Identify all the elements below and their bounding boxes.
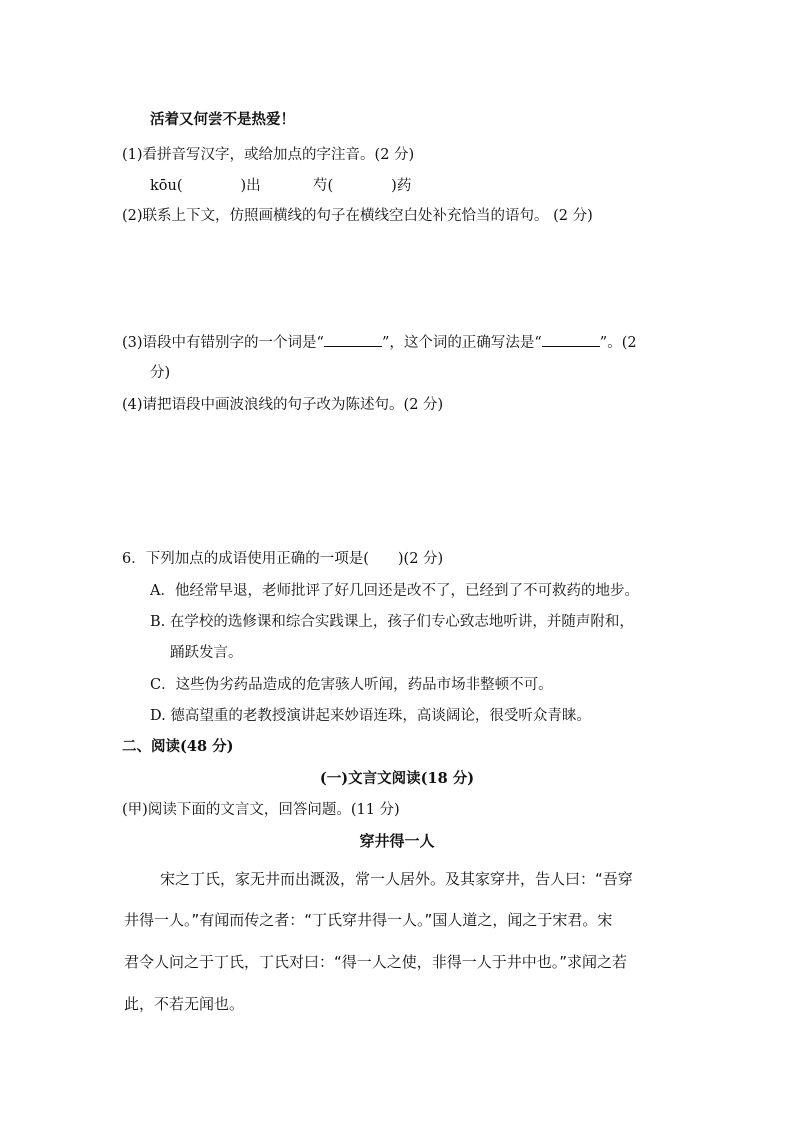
jia-intro: (甲)阅读下面的文言文，回答问题。(11 分) xyxy=(122,802,400,818)
question-3-part1: (3)语段中有错别字的一个词是“ xyxy=(122,335,324,351)
option-b-line1: B. 在学校的选修课和综合实践课上，孩子们专心致志地听讲，并随声附和， xyxy=(150,614,634,630)
answer-blank-wrong[interactable] xyxy=(324,332,382,347)
question-2: (2)联系上下文，仿照画横线的句子在横线空白处补充恰当的语句。 (2 分) xyxy=(122,208,593,224)
passage-line-3: 君令人问之于丁氏，丁氏对曰：“得一人之使，非得一人于井中也。”求闻之若 xyxy=(124,953,628,971)
question-3-cont: 分) xyxy=(150,365,171,381)
option-d: D. 德高望重的老教授演讲起来妙语连珠，高谈阔论，很受听众青睐。 xyxy=(150,708,591,724)
option-c: C．这些伪劣药品造成的危害骇人听闻，药品市场非整顿不可。 xyxy=(150,677,553,693)
passage-line-4: 此，不若无闻也。 xyxy=(124,995,245,1013)
passage-line-2: 井得一人。”有闻而传之者：“丁氏穿井得一人。”国人道之，闻之于宋君。宋 xyxy=(124,911,613,929)
passage-line-1: 宋之丁氏，家无井而出溉汲，常一人居外。及其家穿井，告人曰：“吾穿 xyxy=(160,870,633,888)
question-6-stem: 6．下列加点的成语使用正确的一项是( )(2 分) xyxy=(122,551,444,567)
text-end-line: 活着又何尝不是热爱！ xyxy=(150,111,295,128)
question-4: (4)请把语段中画波浪线的句子改为陈述句。(2 分) xyxy=(122,397,444,413)
question-1: (1)看拼音写汉字，或给加点的字注音。(2 分) xyxy=(122,147,415,163)
option-a: A．他经常早退，老师批评了好几回还是改不了，已经到了不可救药的地步。 xyxy=(150,583,639,599)
passage-title: 穿井得一人 xyxy=(359,832,435,850)
char-item: 芍( )药 xyxy=(313,178,412,194)
question-3-part3: ”。(2 xyxy=(599,335,637,351)
option-b-line2: 踊跃发言。 xyxy=(170,645,243,661)
answer-blank-correct[interactable] xyxy=(542,332,600,347)
section-2-title: 二、阅读(48 分) xyxy=(122,738,234,755)
subsection-title: (一)文言文阅读(18 分) xyxy=(319,770,475,787)
pinyin-item: kōu( )出 xyxy=(150,178,261,194)
question-3-part2: ”，这个词的正确写法是“ xyxy=(381,335,542,351)
question-3 xyxy=(122,332,637,353)
